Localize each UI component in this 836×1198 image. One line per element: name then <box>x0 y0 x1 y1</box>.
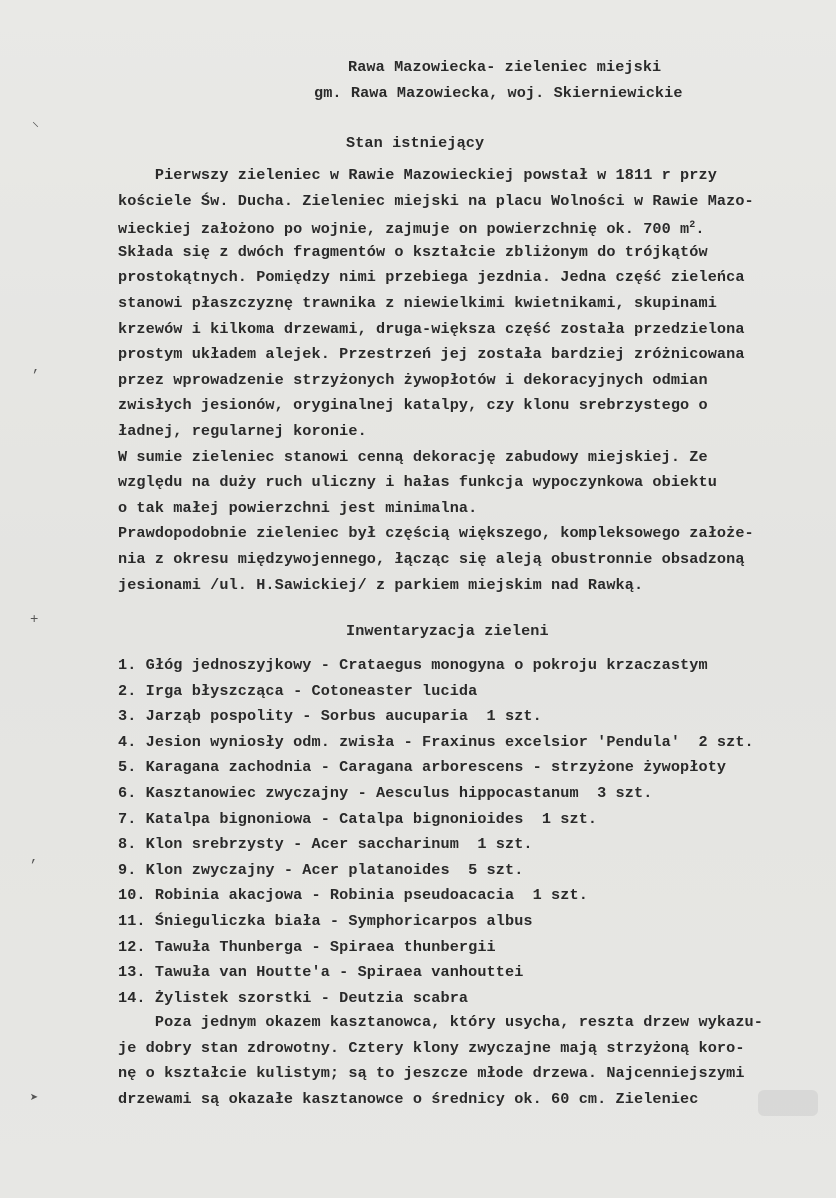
paragraph-line: prostym układem alejek. Przestrzeń jej została bardziej zróżnicowana <box>118 345 745 364</box>
paragraph-line: Prawdopodobnie zieleniec był częścią większego, kompleksowego założe- <box>118 524 754 543</box>
inventory-item: 5. Karagana zachodnia - Caragana arborescens - strzyżone żywopłoty <box>118 758 727 777</box>
paragraph-line: prostokątnych. Pomiędzy nimi przebiega jezdnia. Jedna część zieleńca <box>118 268 745 287</box>
paragraph-line: zwisłych jesionów, oryginalnej katalpy, czy klonu srebrzystego o <box>118 396 708 415</box>
inventory-item: 6. Kasztanowiec zwyczajny - Aesculus hippocastanum 3 szt. <box>118 784 653 802</box>
paragraph-line: krzewów i kilkoma drzewami, druga-większa część została przedzielona <box>118 319 745 338</box>
margin-tick: ➤ <box>30 1091 39 1107</box>
margin-tick: + <box>30 612 39 628</box>
closing-line: drzewami są okazałe kasztanowce o średnicy ok. 60 cm. Zieleniec <box>118 1089 699 1108</box>
paragraph-line: względu na duży ruch uliczny i hałas funkcja wypoczynkowa obiektu <box>118 473 717 492</box>
superscript-2: 2 <box>689 220 696 232</box>
section-title-stan: Stan istniejący <box>346 134 485 152</box>
closing-line: nę o kształcie kulistym; są to jeszcze młode drzewa. Najcenniejszymi <box>118 1064 745 1083</box>
inventory-item: 2. Irga błyszcząca - Cotoneaster lucida <box>118 681 478 700</box>
margin-tick: , <box>30 850 39 866</box>
paragraph-line: jesionami /ul. H.Sawickiej/ z parkiem miejskim nad Rawką. <box>118 575 644 594</box>
paragraph-line: przez wprowadzenie strzyżonych żywopłotów i dekoracyjnych odmian <box>118 370 708 389</box>
superscript-dot: . <box>695 220 705 239</box>
paragraph-line: stanowi płaszczyznę trawnika z niewielkimi kwietnikami, skupinami <box>118 294 717 312</box>
closing-line: je dobry stan zdrowotny. Cztery klony zwyczajne mają strzyżoną koro- <box>118 1038 745 1057</box>
paragraph-line: W sumie zieleniec stanowi cenną dekorację zabudowy miejskiej. Ze <box>118 447 708 466</box>
faded-stamp <box>758 1090 818 1116</box>
inventory-item: 9. Klon zwyczajny - Acer platanoides 5 szt. <box>118 860 524 879</box>
paragraph-line: Pierwszy zieleniec w Rawie Mazowieckiej powstał w 1811 r przy <box>118 166 717 184</box>
closing-line: Poza jednym okazem kasztanowca, który usycha, reszta drzew wykazu- <box>118 1013 763 1031</box>
header-line-1: Rawa Mazowiecka- zieleniec miejski <box>348 58 662 76</box>
header-line-2: gm. Rawa Mazowiecka, woj. Skierniewickie <box>314 84 683 102</box>
inventory-item: 3. Jarząb pospolity - Sorbus aucuparia 1 szt. <box>118 707 542 726</box>
section-title-inwentaryzacja: Inwentaryzacja zieleni <box>346 622 549 640</box>
paragraph-line: ładnej, regularnej koronie. <box>118 422 367 440</box>
inventory-item: 8. Klon srebrzysty - Acer saccharinum 1 szt. <box>118 835 533 854</box>
inventory-item: 7. Katalpa bignoniowa - Catalpa bignonioides 1 szt. <box>118 809 598 828</box>
inventory-item: 14. Żylistek szorstki - Deutzia scabra <box>118 988 469 1007</box>
paragraph-line: Składa się z dwóch fragmentów o kształcie zbliżonym do trójkątów <box>118 242 708 261</box>
margin-tick: , <box>32 360 41 376</box>
inventory-item: 4. Jesion wyniosły odm. zwisła - Fraxinus excelsior 'Pendula' 2 szt. <box>118 732 754 751</box>
inventory-item: 12. Tawuła Thunberga - Spiraea thunbergii <box>118 937 496 956</box>
paragraph-line: o tak małej powierzchni jest minimalna. <box>118 498 478 517</box>
inventory-item: 10. Robinia akacjowa - Robinia pseudoacacia 1 szt. <box>118 886 588 905</box>
paragraph-line: kościele Św. Ducha. Zieleniec miejski na placu Wolności w Rawie Mazo- <box>118 191 754 210</box>
inventory-item: 11. Śnieguliczka biała - Symphoricarpos albus <box>118 912 533 930</box>
margin-tick: ⸜ <box>32 115 39 131</box>
paragraph-line: wieckiej założono po wojnie, zajmuje on powierzchnię ok. 700 $m^2$. <box>118 220 705 239</box>
inventory-item: 1. Głóg jednoszyjkowy - Crataegus monogyna o pokroju krzaczastym <box>118 656 708 674</box>
inventory-item: 13. Tawuła van Houtte'a - Spiraea vanhouttei <box>118 963 524 982</box>
paragraph-line: nia z okresu międzywojennego, łącząc się aleją obustronnie obsadzoną <box>118 550 745 568</box>
